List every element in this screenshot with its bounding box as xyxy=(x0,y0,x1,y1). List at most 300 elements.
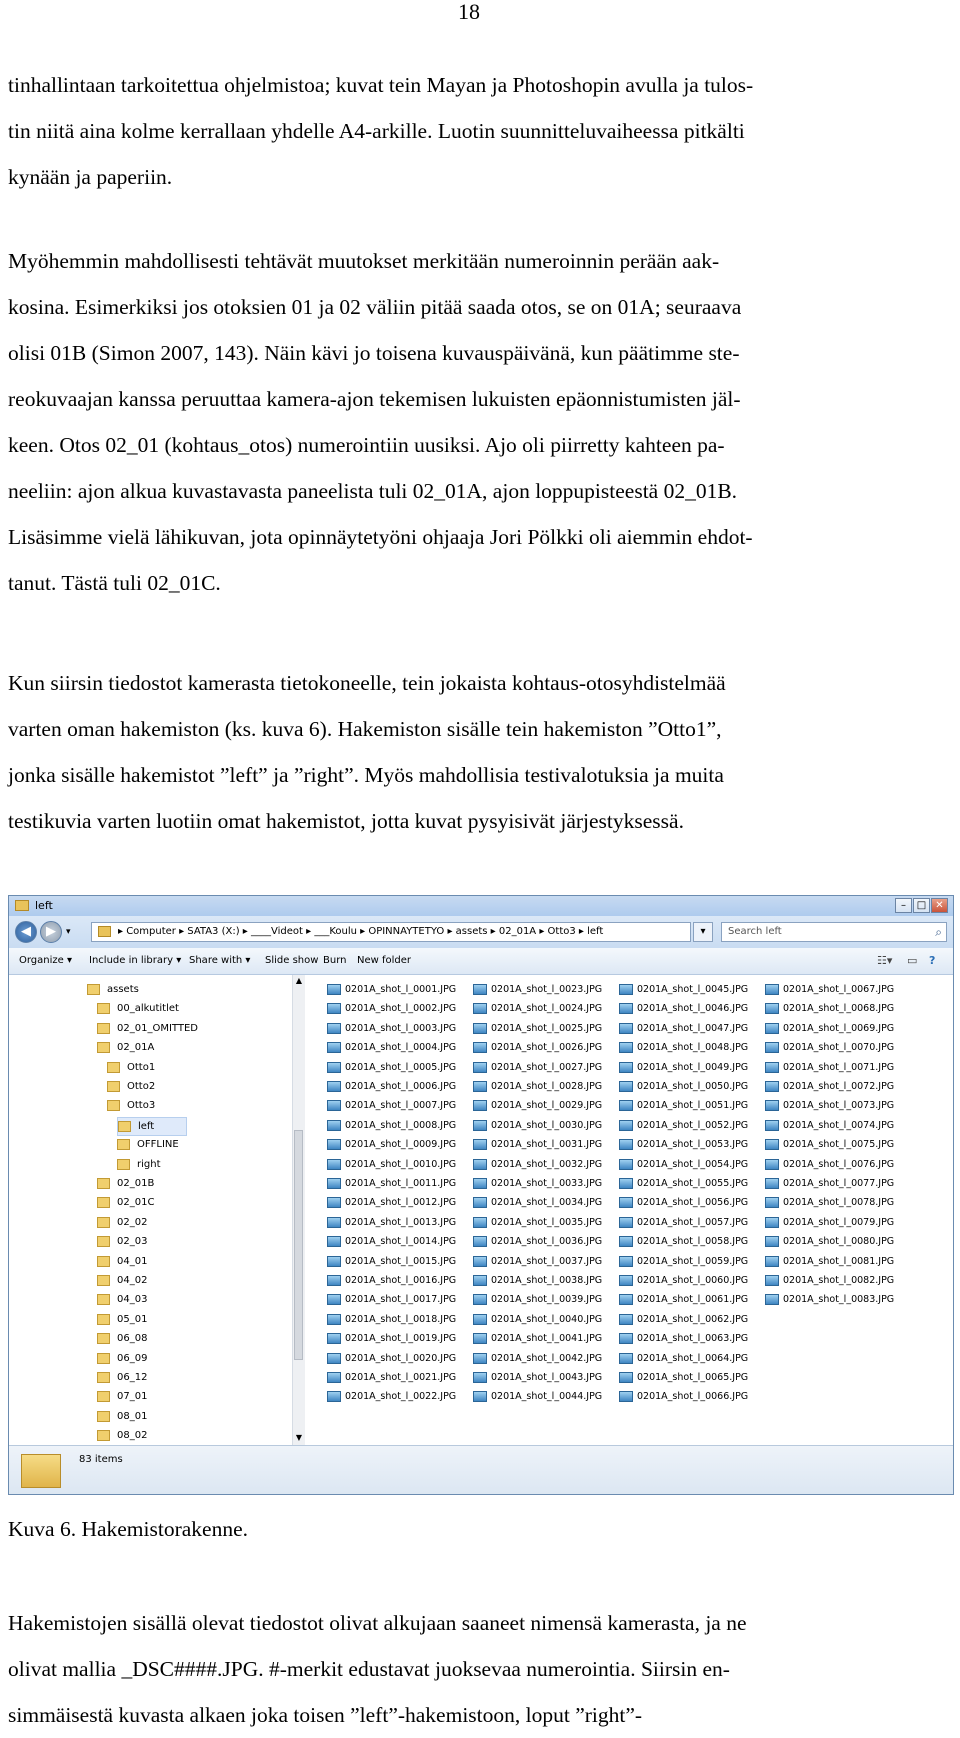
image-file-icon xyxy=(327,1139,341,1150)
tree-item-label: 02_01A xyxy=(117,1042,155,1054)
image-file-icon xyxy=(327,984,341,995)
image-file-icon xyxy=(619,984,633,995)
file-name: 0201A_shot_l_0072.JPG xyxy=(783,1081,895,1092)
image-file-icon xyxy=(327,1256,341,1267)
paragraph-2 xyxy=(8,238,952,606)
tree-item-label: left xyxy=(138,1120,155,1132)
image-file-icon xyxy=(619,1139,633,1150)
file-name: 0201A_shot_l_0014.JPG xyxy=(345,1236,457,1248)
folder-icon xyxy=(15,900,29,911)
folder-icon xyxy=(97,1275,110,1286)
image-file-icon xyxy=(619,1256,633,1267)
tree-item[interactable] xyxy=(117,1117,187,1136)
file-name: 0201A_shot_l_0027.JPG xyxy=(491,1061,603,1073)
tree-item-label: 02_02 xyxy=(117,1216,148,1228)
text-line: varten oman hakemiston (ks. kuva 6). Hakemiston sisälle tein hakemiston ”Otto1”, xyxy=(8,717,722,741)
file-name: 0201A_shot_l_0075.JPG xyxy=(783,1139,895,1151)
text-line: Lisäsimme vielä lähikuvan, jota opinnäytetyöni ohjaaja Jori Pölkki oli aiemmin ehdot- xyxy=(8,525,753,549)
image-file-icon xyxy=(327,1391,341,1402)
tree-item[interactable] xyxy=(97,1369,247,1388)
file-name: 0201A_shot_l_0081.JPG xyxy=(783,1255,895,1267)
file-name: 0201A_shot_l_0039.JPG xyxy=(491,1294,603,1306)
breadcrumb[interactable]: ▸ Computer ▸ SATA3 (X:) ▸ ____Videot ▸ ___Koulu ▸ OPINNAYTETYO ▸ assets ▸ 02_01A ▸ Otto3 ▸ left xyxy=(118,926,604,937)
tree-item[interactable] xyxy=(97,1388,247,1407)
caption-text: Kuva 6. Hakemistorakenne. xyxy=(8,1517,249,1541)
tree-item[interactable] xyxy=(97,1350,247,1369)
tree-item-label: 00_alkutitlet xyxy=(117,1003,179,1015)
paragraph-1 xyxy=(8,62,952,200)
file-name: 0201A_shot_l_0003.JPG xyxy=(345,1022,457,1034)
image-file-icon xyxy=(327,1178,341,1189)
tree-item[interactable] xyxy=(97,1214,247,1233)
file-name: 0201A_shot_l_0021.JPG xyxy=(345,1372,457,1383)
tree-item-label: 06_12 xyxy=(117,1372,148,1383)
tree-item-label: 02_03 xyxy=(117,1236,148,1248)
folder-icon xyxy=(97,1256,110,1267)
image-file-icon xyxy=(619,1372,633,1383)
file-name: 0201A_shot_l_0007.JPG xyxy=(345,1100,457,1112)
file-name: 0201A_shot_l_0064.JPG xyxy=(637,1352,749,1364)
tree-item-label: 04_01 xyxy=(117,1255,148,1267)
tree-item-label: 02_01B xyxy=(117,1178,155,1189)
image-file-icon xyxy=(619,1003,633,1014)
tree-item-label: OFFLINE xyxy=(137,1139,179,1151)
folder-icon xyxy=(97,1197,110,1208)
file-name: 0201A_shot_l_0020.JPG xyxy=(345,1352,457,1364)
image-file-icon xyxy=(327,1062,341,1073)
image-file-icon xyxy=(765,1081,779,1092)
file-list xyxy=(305,975,954,1445)
search-placeholder: Search left xyxy=(728,926,782,937)
tree-item-label: 02_01C xyxy=(117,1197,155,1209)
folder-icon xyxy=(107,1100,120,1111)
file-name: 0201A_shot_l_0040.JPG xyxy=(491,1313,603,1325)
image-file-icon xyxy=(619,1178,633,1189)
folder-icon xyxy=(97,1314,110,1325)
file-name: 0201A_shot_l_0070.JPG xyxy=(783,1042,895,1054)
image-file-icon xyxy=(473,1236,487,1247)
tree-item-label: 04_03 xyxy=(117,1294,148,1306)
file-name: 0201A_shot_l_0071.JPG xyxy=(783,1061,895,1073)
paragraph-4 xyxy=(8,1600,952,1738)
image-file-icon xyxy=(473,1294,487,1305)
image-file-icon xyxy=(327,1197,341,1208)
file-name: 0201A_shot_l_0023.JPG xyxy=(491,984,603,995)
folder-icon xyxy=(97,1217,110,1228)
image-file-icon xyxy=(765,1062,779,1073)
view-options-icon[interactable]: ☷▾ xyxy=(877,954,893,967)
file-name: 0201A_shot_l_0015.JPG xyxy=(345,1255,457,1267)
explorer-window xyxy=(8,895,954,1495)
file-name: 0201A_shot_l_0046.JPG xyxy=(637,1003,749,1015)
figure-caption xyxy=(8,1506,952,1552)
folder-icon xyxy=(97,1411,110,1422)
slide-show-button[interactable]: Slide show xyxy=(265,955,319,966)
folder-icon xyxy=(97,1003,110,1014)
search-input[interactable] xyxy=(721,922,947,942)
image-file-icon xyxy=(619,1062,633,1073)
details-pane xyxy=(9,1445,953,1495)
back-button[interactable]: ◀ xyxy=(15,921,37,943)
file-name: 0201A_shot_l_0022.JPG xyxy=(345,1391,457,1403)
tree-item-label: 06_09 xyxy=(117,1352,148,1364)
file-name: 0201A_shot_l_0080.JPG xyxy=(783,1236,895,1248)
image-file-icon xyxy=(765,1139,779,1150)
file-name: 0201A_shot_l_0076.JPG xyxy=(783,1158,895,1170)
file-name: 0201A_shot_l_0001.JPG xyxy=(345,984,457,995)
navigation-pane xyxy=(9,975,305,1445)
close-button[interactable]: ✕ xyxy=(931,898,948,913)
file-name: 0201A_shot_l_0060.JPG xyxy=(637,1275,749,1286)
image-file-icon xyxy=(327,1003,341,1014)
file-name: 0201A_shot_l_0033.JPG xyxy=(491,1178,603,1189)
burn-button[interactable]: Burn xyxy=(323,955,347,966)
preview-pane-icon[interactable]: ▭ xyxy=(907,954,918,967)
file-name: 0201A_shot_l_0036.JPG xyxy=(491,1236,603,1248)
file-name: 0201A_shot_l_0038.JPG xyxy=(491,1275,603,1286)
image-file-icon xyxy=(327,1353,341,1364)
image-file-icon xyxy=(473,1197,487,1208)
tree-item-label: 06_08 xyxy=(117,1333,148,1345)
search-icon[interactable]: ⌕ xyxy=(935,925,942,939)
file-name: 0201A_shot_l_0010.JPG xyxy=(345,1158,457,1170)
image-file-icon xyxy=(473,1333,487,1344)
tree-item[interactable] xyxy=(107,1078,257,1097)
forward-button[interactable]: ▶ xyxy=(40,921,62,943)
include-in-library-button[interactable]: Include in library ▾ xyxy=(89,955,182,966)
tree-item-label: 07_01 xyxy=(117,1391,148,1403)
image-file-icon xyxy=(619,1197,633,1208)
image-file-icon xyxy=(327,1023,341,1034)
image-file-icon xyxy=(327,1081,341,1092)
image-file-icon xyxy=(327,1372,341,1383)
tree-item[interactable] xyxy=(107,1097,257,1116)
image-file-icon xyxy=(619,1100,633,1111)
image-file-icon xyxy=(473,1353,487,1364)
file-name: 0201A_shot_l_0056.JPG xyxy=(637,1197,749,1209)
image-file-icon xyxy=(327,1275,341,1286)
organize-button[interactable]: Organize ▾ xyxy=(19,955,72,966)
text-line: olisi 01B (Simon 2007, 143). Näin kävi jo toisena kuvauspäivänä, kun päätimme ste- xyxy=(8,341,740,365)
image-file-icon xyxy=(619,1081,633,1092)
image-file-icon xyxy=(473,1159,487,1170)
image-file-icon xyxy=(765,1217,779,1228)
image-file-icon xyxy=(619,1314,633,1325)
image-file-icon xyxy=(619,1236,633,1247)
text-line: tinhallintaan tarkoitettua ohjelmistoa; kuvat tein Mayan ja Photoshopin avulla ja tulos- xyxy=(8,73,754,97)
file-name: 0201A_shot_l_0082.JPG xyxy=(783,1275,895,1286)
image-file-icon xyxy=(473,1178,487,1189)
text-line: reokuvaajan kanssa peruuttaa kamera-ajon tekemisen lukuisten epäonnistumisten jäl- xyxy=(8,387,741,411)
folder-icon xyxy=(97,1178,110,1189)
help-icon[interactable]: ? xyxy=(929,954,936,967)
text-line: jonka sisälle hakemistot ”left” ja ”right”. Myös mahdollisia testivalotuksia ja muita xyxy=(8,763,724,787)
tree-item-label: right xyxy=(137,1158,161,1170)
scroll-down-icon[interactable]: ▼ xyxy=(295,1433,303,1442)
folder-icon xyxy=(97,1333,110,1344)
image-file-icon xyxy=(327,1314,341,1325)
tree-item-label: Otto1 xyxy=(127,1061,156,1073)
text-line: tin niitä aina kolme kerrallaan yhdelle A4-arkille. Luotin suunnitteluvaiheessa pitkälti xyxy=(8,119,745,143)
tree-item[interactable] xyxy=(97,1311,247,1330)
folder-icon xyxy=(97,1430,110,1441)
image-file-icon xyxy=(473,1314,487,1325)
image-file-icon xyxy=(473,984,487,995)
address-input[interactable] xyxy=(91,922,691,942)
folder-icon xyxy=(21,1454,61,1488)
image-file-icon xyxy=(473,1023,487,1034)
image-file-icon xyxy=(327,1236,341,1247)
file-name: 0201A_shot_l_0012.JPG xyxy=(345,1197,457,1209)
folder-icon xyxy=(97,1023,110,1034)
file-name: 0201A_shot_l_0017.JPG xyxy=(345,1294,457,1306)
tree-item[interactable] xyxy=(97,1330,247,1349)
folder-icon xyxy=(98,926,111,937)
folder-icon xyxy=(97,1236,110,1247)
image-file-icon xyxy=(619,1333,633,1344)
file-name: 0201A_shot_l_0050.JPG xyxy=(637,1081,749,1092)
file-name: 0201A_shot_l_0074.JPG xyxy=(783,1119,895,1131)
file-name: 0201A_shot_l_0013.JPG xyxy=(345,1216,457,1228)
image-file-icon xyxy=(765,1236,779,1247)
recent-pages-icon[interactable]: ▾ xyxy=(66,927,71,937)
tree-item[interactable] xyxy=(97,1253,247,1272)
tree-item[interactable] xyxy=(97,1175,247,1194)
file-name: 0201A_shot_l_0045.JPG xyxy=(637,984,749,995)
page-number: 18 xyxy=(458,0,480,24)
tree-item-label: 08_01 xyxy=(117,1410,148,1422)
file-name: 0201A_shot_l_0052.JPG xyxy=(637,1119,749,1131)
file-name: 0201A_shot_l_0067.JPG xyxy=(783,984,895,995)
image-file-icon xyxy=(765,1178,779,1189)
file-name: 0201A_shot_l_0006.JPG xyxy=(345,1081,457,1092)
image-file-icon xyxy=(619,1120,633,1131)
paragraph-3 xyxy=(8,660,952,844)
image-file-icon xyxy=(327,1100,341,1111)
tree-item-label: 05_01 xyxy=(117,1313,148,1325)
file-name: 0201A_shot_l_0043.JPG xyxy=(491,1372,603,1383)
address-bar-row xyxy=(9,916,953,949)
tree-item-label: Otto3 xyxy=(127,1100,156,1112)
file-name: 0201A_shot_l_0004.JPG xyxy=(345,1042,457,1054)
tree-item[interactable] xyxy=(97,1233,247,1252)
scrollbar-thumb[interactable] xyxy=(294,1130,303,1360)
file-name: 0201A_shot_l_0078.JPG xyxy=(783,1197,895,1209)
folder-icon xyxy=(97,1042,110,1053)
file-name: 0201A_shot_l_0065.JPG xyxy=(637,1372,749,1383)
image-file-icon xyxy=(619,1353,633,1364)
text-line: Kun siirsin tiedostot kamerasta tietokoneelle, tein jokaista kohtaus-otosyhdistelmää xyxy=(8,671,726,695)
tree-item-label: assets xyxy=(107,984,139,995)
image-file-icon xyxy=(473,1256,487,1267)
folder-icon xyxy=(118,1121,131,1132)
tree-item[interactable] xyxy=(97,1000,247,1019)
tree-item[interactable] xyxy=(97,1272,247,1291)
text-line: simmäisestä kuvasta alkaen joka toisen ”left”-hakemistoon, loput ”right”- xyxy=(8,1703,643,1727)
folder-icon xyxy=(87,984,100,995)
file-name: 0201A_shot_l_0002.JPG xyxy=(345,1003,457,1015)
tree-item[interactable] xyxy=(97,1194,247,1213)
tree-item-label: 02_01_OMITTED xyxy=(117,1022,198,1034)
new-folder-button[interactable]: New folder xyxy=(357,955,412,966)
image-file-icon xyxy=(765,1100,779,1111)
image-file-icon xyxy=(619,1275,633,1286)
tree-item[interactable] xyxy=(117,1156,267,1175)
text-line: neeliin: ajon alkua kuvastavasta paneelista tuli 02_01A, ajon loppupisteestä 02_01B. xyxy=(8,479,738,503)
folder-icon xyxy=(117,1139,130,1150)
image-file-icon xyxy=(619,1217,633,1228)
file-name: 0201A_shot_l_0026.JPG xyxy=(491,1042,603,1054)
item-count: 83 items xyxy=(79,1454,123,1465)
image-file-icon xyxy=(765,1042,779,1053)
image-file-icon xyxy=(327,1294,341,1305)
image-file-icon xyxy=(473,1081,487,1092)
image-file-icon xyxy=(765,1256,779,1267)
image-file-icon xyxy=(473,1139,487,1150)
file-name: 0201A_shot_l_0029.JPG xyxy=(491,1100,603,1112)
address-dropdown-button[interactable]: ▾ xyxy=(693,922,713,942)
file-name: 0201A_shot_l_0037.JPG xyxy=(491,1255,603,1267)
file-name: 0201A_shot_l_0030.JPG xyxy=(491,1119,603,1131)
image-file-icon xyxy=(619,1294,633,1305)
file-name: 0201A_shot_l_0068.JPG xyxy=(783,1003,895,1015)
file-name: 0201A_shot_l_0048.JPG xyxy=(637,1042,749,1054)
folder-icon xyxy=(97,1294,110,1305)
file-name: 0201A_shot_l_0024.JPG xyxy=(491,1003,603,1015)
image-file-icon xyxy=(619,1042,633,1053)
text-line: testikuvia varten luotiin omat hakemistot, jotta kuvat pysyisivät järjestyksessä. xyxy=(8,809,684,833)
maximize-button[interactable]: □ xyxy=(913,898,930,913)
file-name: 0201A_shot_l_0073.JPG xyxy=(783,1100,895,1112)
file-name: 0201A_shot_l_0028.JPG xyxy=(491,1081,603,1092)
image-file-icon xyxy=(473,1100,487,1111)
file-name: 0201A_shot_l_0047.JPG xyxy=(637,1022,749,1034)
image-file-icon xyxy=(765,1023,779,1034)
tree-item[interactable] xyxy=(97,1427,247,1446)
text-line: tanut. Tästä tuli 02_01C. xyxy=(8,571,221,595)
minimize-button[interactable]: – xyxy=(895,898,912,913)
file-name: 0201A_shot_l_0061.JPG xyxy=(637,1294,749,1306)
image-file-icon xyxy=(473,1062,487,1073)
image-file-icon xyxy=(619,1023,633,1034)
image-file-icon xyxy=(473,1120,487,1131)
file-name: 0201A_shot_l_0031.JPG xyxy=(491,1139,603,1151)
file-name: 0201A_shot_l_0005.JPG xyxy=(345,1061,457,1073)
file-name: 0201A_shot_l_0008.JPG xyxy=(345,1119,457,1131)
text-line: keen. Otos 02_01 (kohtaus_otos) numerointiin uusiksi. Ajo oli piirretty kahteen pa- xyxy=(8,433,725,457)
file-name: 0201A_shot_l_0058.JPG xyxy=(637,1236,749,1248)
file-name: 0201A_shot_l_0062.JPG xyxy=(637,1313,749,1325)
folder-icon xyxy=(97,1372,110,1383)
image-file-icon xyxy=(765,1003,779,1014)
text-line: Myöhemmin mahdollisesti tehtävät muutokset merkitään numeroinnin perään aak- xyxy=(8,249,720,273)
image-file-icon xyxy=(619,1391,633,1402)
tree-item-label: 04_02 xyxy=(117,1275,148,1286)
image-file-icon xyxy=(327,1042,341,1053)
file-name: 0201A_shot_l_0077.JPG xyxy=(783,1178,895,1189)
image-file-icon xyxy=(765,984,779,995)
text-line: kosina. Esimerkiksi jos otoksien 01 ja 02 väliin pitää saada otos, se on 01A; seuraava xyxy=(8,295,742,319)
tree-item[interactable] xyxy=(87,981,237,1000)
image-file-icon xyxy=(765,1275,779,1286)
file-name: 0201A_shot_l_0083.JPG xyxy=(783,1294,895,1306)
text-line: kynään ja paperiin. xyxy=(8,165,173,189)
image-file-icon xyxy=(473,1042,487,1053)
share-with-button[interactable]: Share with ▾ xyxy=(189,955,251,966)
tree-item[interactable] xyxy=(97,1020,247,1039)
file-name: 0201A_shot_l_0019.JPG xyxy=(345,1333,457,1345)
image-file-icon xyxy=(473,1003,487,1014)
file-name: 0201A_shot_l_0053.JPG xyxy=(637,1139,749,1151)
folder-icon xyxy=(107,1062,120,1073)
file-name: 0201A_shot_l_0041.JPG xyxy=(491,1333,603,1345)
text-line: Hakemistojen sisällä olevat tiedostot olivat alkujaan saaneet nimensä kamerasta, ja ne xyxy=(8,1611,747,1635)
command-bar xyxy=(9,948,953,975)
text-line: olivat mallia _DSC####.JPG. #-merkit edustavat juoksevaa numerointia. Siirsin en- xyxy=(8,1657,730,1681)
file-name: 0201A_shot_l_0054.JPG xyxy=(637,1158,749,1170)
scroll-up-icon[interactable]: ▲ xyxy=(295,976,303,985)
file-name: 0201A_shot_l_0035.JPG xyxy=(491,1216,603,1228)
tree-item[interactable] xyxy=(97,1291,247,1310)
file-name: 0201A_shot_l_0011.JPG xyxy=(345,1178,457,1189)
image-file-icon xyxy=(765,1120,779,1131)
folder-icon xyxy=(97,1391,110,1402)
file-name: 0201A_shot_l_0042.JPG xyxy=(491,1352,603,1364)
file-name: 0201A_shot_l_0055.JPG xyxy=(637,1178,749,1189)
window-title: left xyxy=(35,899,53,912)
file-name: 0201A_shot_l_0034.JPG xyxy=(491,1197,603,1209)
tree-item-label: 08_02 xyxy=(117,1430,148,1442)
scrollbar[interactable] xyxy=(292,975,305,1445)
tree-item[interactable] xyxy=(97,1039,247,1058)
image-file-icon xyxy=(765,1197,779,1208)
file-name: 0201A_shot_l_0057.JPG xyxy=(637,1216,749,1228)
file-name: 0201A_shot_l_0069.JPG xyxy=(783,1022,895,1034)
tree-item-label: Otto2 xyxy=(127,1081,156,1092)
image-file-icon xyxy=(327,1159,341,1170)
tree-item[interactable] xyxy=(117,1136,267,1155)
file-name: 0201A_shot_l_0079.JPG xyxy=(783,1216,895,1228)
file-name: 0201A_shot_l_0049.JPG xyxy=(637,1061,749,1073)
file-name: 0201A_shot_l_0025.JPG xyxy=(491,1022,603,1034)
image-file-icon xyxy=(765,1294,779,1305)
file-name: 0201A_shot_l_0009.JPG xyxy=(345,1139,457,1151)
image-file-icon xyxy=(327,1217,341,1228)
file-name: 0201A_shot_l_0018.JPG xyxy=(345,1313,457,1325)
image-file-icon xyxy=(473,1217,487,1228)
folder-icon xyxy=(107,1081,120,1092)
image-file-icon xyxy=(473,1275,487,1286)
image-file-icon xyxy=(327,1333,341,1344)
tree-item[interactable] xyxy=(97,1408,247,1427)
file-name: 0201A_shot_l_0063.JPG xyxy=(637,1333,749,1345)
image-file-icon xyxy=(619,1159,633,1170)
file-name: 0201A_shot_l_0059.JPG xyxy=(637,1255,749,1267)
folder-icon xyxy=(117,1159,130,1170)
file-name: 0201A_shot_l_0066.JPG xyxy=(637,1391,749,1403)
image-file-icon xyxy=(327,1120,341,1131)
file-name: 0201A_shot_l_0051.JPG xyxy=(637,1100,749,1112)
file-name: 0201A_shot_l_0016.JPG xyxy=(345,1275,457,1286)
title-bar xyxy=(9,896,953,917)
file-name: 0201A_shot_l_0044.JPG xyxy=(491,1391,603,1403)
image-file-icon xyxy=(473,1372,487,1383)
image-file-icon xyxy=(473,1391,487,1402)
image-file-icon xyxy=(765,1159,779,1170)
file-name: 0201A_shot_l_0032.JPG xyxy=(491,1158,603,1170)
folder-icon xyxy=(97,1353,110,1364)
tree-item[interactable] xyxy=(107,1059,257,1078)
